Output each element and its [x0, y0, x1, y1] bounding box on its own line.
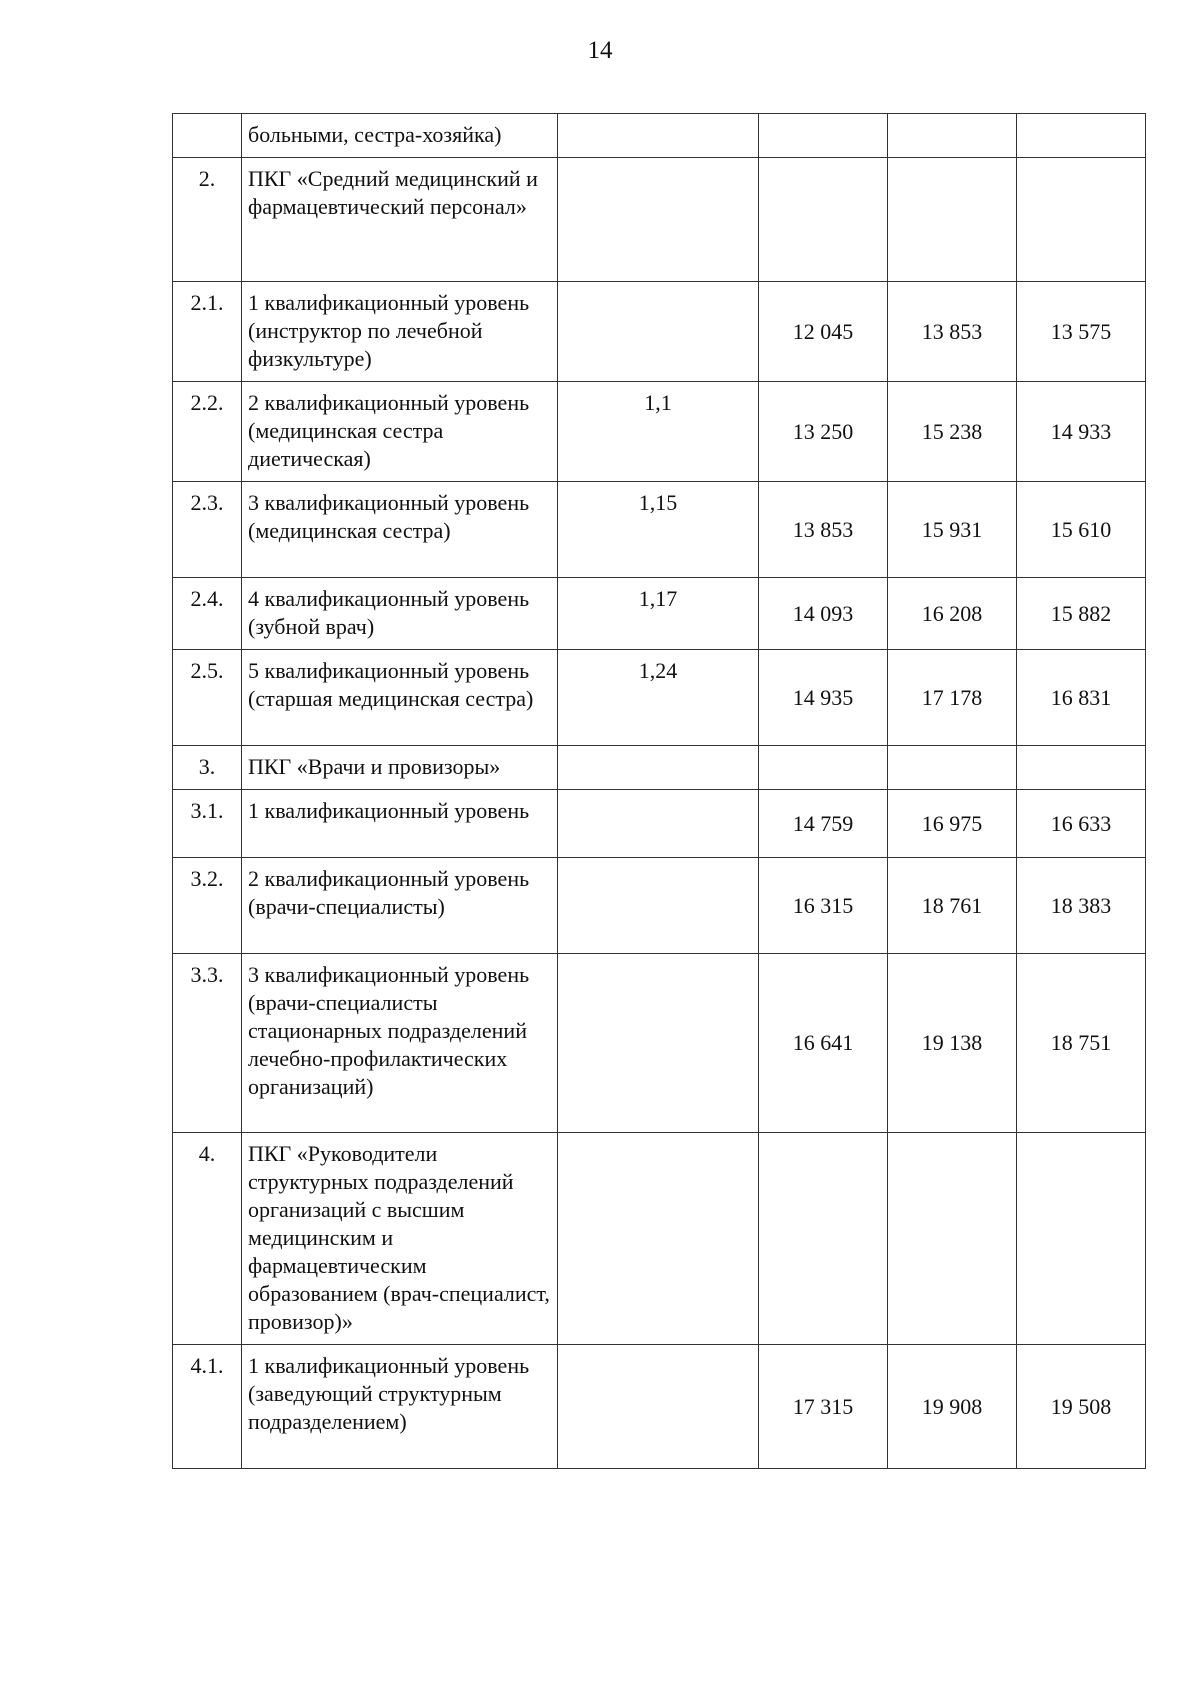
row-coefficient: 1,15 [558, 482, 759, 578]
row-value-2 [888, 746, 1017, 790]
row-value-2: 19 138 [888, 954, 1017, 1133]
table-row [173, 382, 1146, 482]
table-row [173, 746, 1146, 790]
row-name: 1 квалификационный уровень [242, 790, 558, 858]
row-value-1 [759, 158, 888, 282]
row-value-1 [759, 746, 888, 790]
row-value-3: 15 610 [1017, 482, 1146, 578]
row-coefficient [558, 158, 759, 282]
row-coefficient [558, 1133, 759, 1345]
row-name: 3 квалификационный уровень (медицинская сестра) [242, 482, 558, 578]
row-number: 2.3. [173, 482, 242, 578]
row-coefficient [558, 858, 759, 954]
row-name: больными, сестра-хозяйка) [242, 114, 558, 158]
table-row [173, 114, 1146, 158]
row-name: 2 квалификационный уровень (врачи-специалисты) [242, 858, 558, 954]
row-number: 2.5. [173, 650, 242, 746]
row-value-2: 16 975 [888, 790, 1017, 858]
row-value-2 [888, 158, 1017, 282]
row-value-2: 13 853 [888, 282, 1017, 382]
table-row [173, 1345, 1146, 1469]
row-value-3 [1017, 1133, 1146, 1345]
row-number: 4. [173, 1133, 242, 1345]
table-row [173, 282, 1146, 382]
row-value-2 [888, 114, 1017, 158]
row-value-2: 19 908 [888, 1345, 1017, 1469]
row-number: 4.1. [173, 1345, 242, 1469]
row-coefficient [558, 746, 759, 790]
row-value-2: 18 761 [888, 858, 1017, 954]
row-value-1: 14 759 [759, 790, 888, 858]
row-value-3: 19 508 [1017, 1345, 1146, 1469]
table-row [173, 858, 1146, 954]
row-value-3 [1017, 158, 1146, 282]
row-name: 1 квалификационный уровень (заведующий структурным подразделением) [242, 1345, 558, 1469]
row-name: 2 квалификационный уровень (медицинская сестра диетическая) [242, 382, 558, 482]
row-coefficient [558, 790, 759, 858]
row-name: 4 квалификационный уровень (зубной врач) [242, 578, 558, 650]
row-value-3: 13 575 [1017, 282, 1146, 382]
row-value-1: 14 093 [759, 578, 888, 650]
row-number: 3.1. [173, 790, 242, 858]
row-value-3: 14 933 [1017, 382, 1146, 482]
row-value-2: 15 238 [888, 382, 1017, 482]
page-number: 14 [587, 37, 613, 64]
row-coefficient: 1,24 [558, 650, 759, 746]
row-coefficient [558, 1345, 759, 1469]
row-value-3 [1017, 114, 1146, 158]
table-row [173, 650, 1146, 746]
row-value-2: 17 178 [888, 650, 1017, 746]
table-row [173, 158, 1146, 282]
row-name: ПКГ «Руководители структурных подразделений организаций с высшим медицинским и фармацевтическим образованием (врач-специалист, провизор)» [242, 1133, 558, 1345]
row-coefficient: 1,17 [558, 578, 759, 650]
salary-table-body [173, 114, 1146, 1469]
salary-table [172, 113, 1146, 1469]
row-coefficient: 1,1 [558, 382, 759, 482]
row-value-1: 16 641 [759, 954, 888, 1133]
row-number: 3. [173, 746, 242, 790]
table-row [173, 482, 1146, 578]
row-number [173, 114, 242, 158]
row-coefficient [558, 282, 759, 382]
row-value-3: 15 882 [1017, 578, 1146, 650]
row-value-3: 18 383 [1017, 858, 1146, 954]
row-value-3: 16 831 [1017, 650, 1146, 746]
row-value-1 [759, 1133, 888, 1345]
row-number: 2.1. [173, 282, 242, 382]
row-name: 5 квалификационный уровень (старшая медицинская сестра) [242, 650, 558, 746]
table-row [173, 954, 1146, 1133]
row-value-1: 13 853 [759, 482, 888, 578]
row-name: ПКГ «Средний медицинский и фармацевтический персонал» [242, 158, 558, 282]
row-coefficient [558, 954, 759, 1133]
row-number: 2.2. [173, 382, 242, 482]
row-number: 2. [173, 158, 242, 282]
table-row [173, 578, 1146, 650]
row-coefficient [558, 114, 759, 158]
row-value-2: 15 931 [888, 482, 1017, 578]
row-value-1 [759, 114, 888, 158]
row-number: 3.3. [173, 954, 242, 1133]
row-value-2 [888, 1133, 1017, 1345]
row-value-3: 16 633 [1017, 790, 1146, 858]
row-value-1: 14 935 [759, 650, 888, 746]
row-name: ПКГ «Врачи и провизоры» [242, 746, 558, 790]
row-value-1: 17 315 [759, 1345, 888, 1469]
row-name: 1 квалификационный уровень (инструктор по лечебной физкультуре) [242, 282, 558, 382]
row-number: 2.4. [173, 578, 242, 650]
row-value-2: 16 208 [888, 578, 1017, 650]
row-number: 3.2. [173, 858, 242, 954]
row-value-1: 16 315 [759, 858, 888, 954]
row-value-1: 13 250 [759, 382, 888, 482]
row-name: 3 квалификационный уровень (врачи-специалисты стационарных подразделений лечебно-профилактических организаций) [242, 954, 558, 1133]
row-value-3 [1017, 746, 1146, 790]
row-value-1: 12 045 [759, 282, 888, 382]
table-row [173, 1133, 1146, 1345]
row-value-3: 18 751 [1017, 954, 1146, 1133]
table-row [173, 790, 1146, 858]
